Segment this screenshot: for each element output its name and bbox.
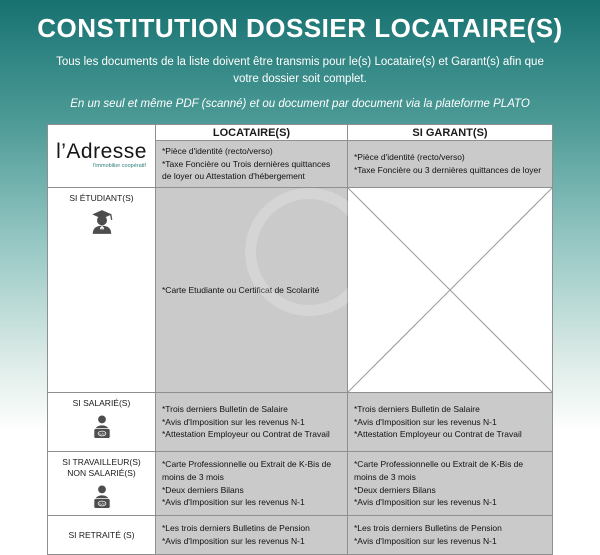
- document-line: *Pièce d'identité (recto/verso): [354, 152, 465, 163]
- category-label: SI ÉTUDIANT(S): [69, 193, 134, 203]
- row-etudiant: [48, 188, 553, 393]
- documents-table: [47, 124, 553, 555]
- page-title: CONSTITUTION DOSSIER LOCATAIRE(S): [37, 13, 563, 43]
- cell-tns-garant: [348, 452, 553, 516]
- category-cell-retraite: [48, 516, 156, 555]
- document-line: *Attestation Employeur ou Contrat de Travail: [354, 429, 522, 440]
- column-header-garant: SI GARANT(S): [348, 125, 553, 141]
- slide-header: [0, 0, 600, 110]
- document-line: *Deux derniers Bilans: [354, 484, 436, 495]
- document-line: *Avis d'Imposition sur les revenus N-1: [354, 416, 497, 427]
- document-line: *Carte Professionnelle ou Extrait de K-Bis de moins de 3 mois: [354, 459, 524, 482]
- logo-cell: [48, 125, 156, 188]
- student-icon: [48, 209, 155, 240]
- worker-laptop-icon: [48, 484, 155, 515]
- document-line: *Avis d'Imposition sur les revenus N-1: [162, 497, 305, 508]
- document-line: *Trois derniers Bulletin de Salaire: [162, 403, 288, 414]
- note-text: En un seul et même PDF (scanné) et ou document par document via la plateforme PLATO: [70, 97, 530, 110]
- document-line: *Taxe Foncière ou Trois dernières quittances de loyer ou Attestation d'hébergement: [162, 158, 331, 182]
- cell-retraite-locataire: [156, 516, 348, 555]
- category-label: SI TRAVAILLEUR(S) NON SALARIÉ(S): [62, 457, 141, 479]
- document-line: *Avis d'Imposition sur les revenus N-1: [354, 536, 497, 547]
- cell-retraite-garant: [348, 516, 553, 555]
- document-line: *Carte Etudiante ou Certificat de Scolarité: [162, 284, 320, 295]
- worker-laptop-icon: [48, 414, 155, 445]
- cell-tns-locataire: [156, 452, 348, 516]
- cell-identity-garant: [348, 141, 553, 188]
- row-retraite: [48, 516, 553, 555]
- document-line: *Les trois derniers Bulletins de Pension: [354, 523, 502, 534]
- cell-etudiant-locataire: [156, 188, 348, 393]
- category-cell-tns: [48, 452, 156, 516]
- cell-salarie-garant: [348, 393, 553, 452]
- document-line: *Pièce d'identité (recto/verso): [162, 145, 273, 156]
- category-cell-etudiant: [48, 188, 156, 393]
- document-line: *Carte Professionnelle ou Extrait de K-Bis de moins de 3 mois: [162, 459, 332, 482]
- table-header-row: [48, 125, 553, 141]
- logo-tagline: l’immobilier coopératif: [92, 162, 146, 169]
- category-label: SI RETRAITÉ (S): [68, 529, 135, 540]
- ladresse-logo: [56, 141, 147, 169]
- row-salarie: [48, 393, 553, 452]
- document-line: *Les trois derniers Bulletins de Pension: [162, 523, 310, 534]
- column-header-locataire: LOCATAIRE(S): [156, 125, 348, 141]
- cell-etudiant-garant-crossed: [348, 188, 553, 393]
- svg-text:</>: </>: [98, 430, 105, 436]
- logo-wordmark: l’Adresse: [56, 139, 147, 163]
- cell-salarie-locataire: [156, 393, 348, 452]
- subtitle-text: Tous les documents de la liste doivent être transmis pour le(s) Locataire(s) et Garant(s) afin que votre dossier soit complet.: [56, 56, 544, 86]
- crossed-out-icon: [348, 188, 552, 392]
- document-line: *Attestation Employeur ou Contrat de Travail: [162, 429, 330, 440]
- document-line: *Trois derniers Bulletin de Salaire: [354, 403, 480, 414]
- document-line: *Avis d'Imposition sur les revenus N-1: [162, 536, 305, 547]
- category-label: SI SALARIÉ(S): [72, 398, 131, 408]
- row-travailleur-non-salarie: [48, 452, 553, 516]
- svg-text:</>: </>: [98, 501, 105, 507]
- document-line: *Avis d'Imposition sur les revenus N-1: [162, 416, 305, 427]
- category-cell-salarie: [48, 393, 156, 452]
- document-line: *Taxe Foncière ou 3 dernières quittances de loyer: [354, 165, 542, 175]
- document-line: *Avis d'Imposition sur les revenus N-1: [354, 497, 497, 508]
- document-line: *Deux derniers Bilans: [162, 484, 244, 495]
- cell-identity-locataire: [156, 141, 348, 188]
